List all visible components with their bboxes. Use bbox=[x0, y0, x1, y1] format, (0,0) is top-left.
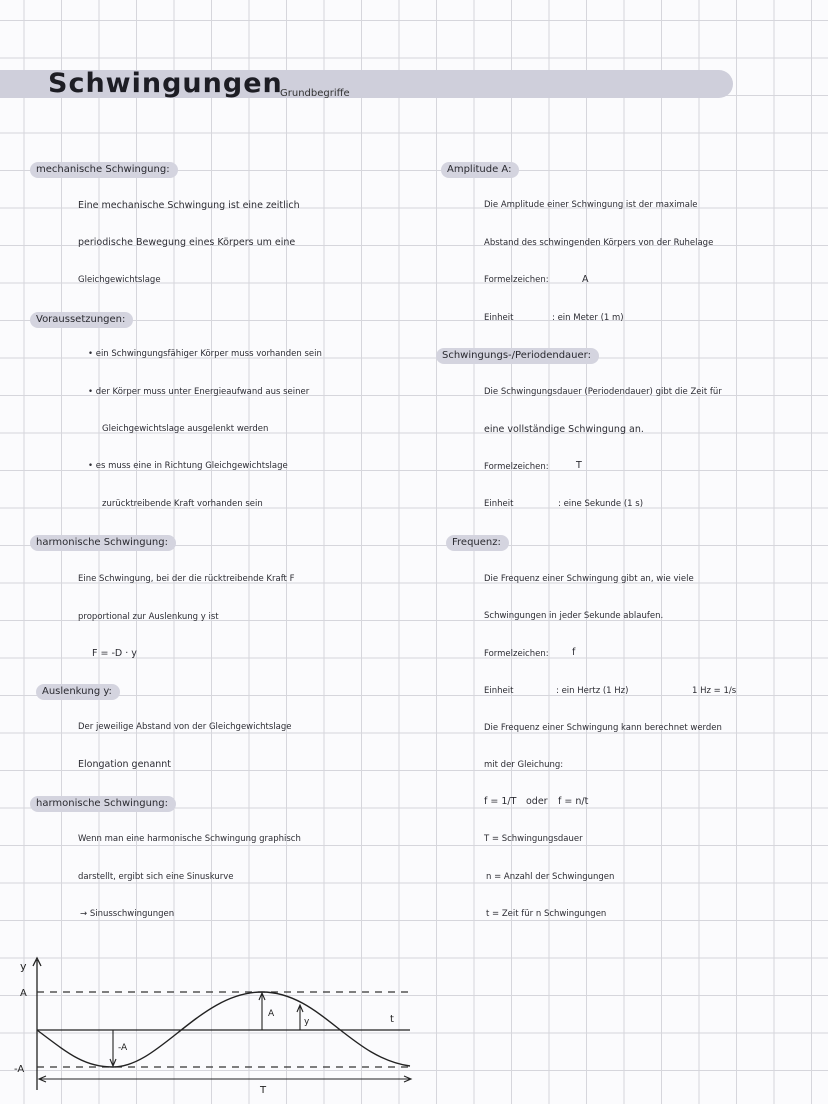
bullet-item: • der Körper muss unter Energieaufwand aus seiner bbox=[88, 387, 310, 397]
graph-t-label: t bbox=[390, 1014, 394, 1025]
formula-or: oder bbox=[526, 796, 548, 807]
text-line: Die Schwingungsdauer (Periodendauer) gibt die Zeit für bbox=[484, 387, 722, 397]
graph-period-label: T bbox=[260, 1085, 267, 1096]
text-line: Elongation genannt bbox=[78, 759, 172, 770]
text-line: Die Frequenz einer Schwingung gibt an, wie viele bbox=[484, 574, 694, 584]
text-line: → Sinusschwingungen bbox=[80, 909, 175, 919]
formula-f-count: f = n/t bbox=[558, 796, 589, 807]
text-line: Die Frequenz einer Schwingung kann berechnet werden bbox=[484, 723, 722, 733]
einheit-label: Einheit bbox=[484, 499, 514, 509]
text-line: Gleichgewichtslage ausgelenkt werden bbox=[102, 424, 269, 434]
einheit-label: Einheit bbox=[484, 686, 514, 696]
text-line: Abstand des schwingenden Körpers von der Ruhelage bbox=[484, 238, 714, 248]
text-line: mit der Gleichung: bbox=[484, 760, 564, 770]
bullet-item: • es muss eine in Richtung Gleichgewichtslage bbox=[88, 461, 288, 471]
page-title: Schwingungen bbox=[48, 68, 283, 99]
einheit-label: Einheit bbox=[484, 313, 514, 323]
heading-harmonische-schwingung: harmonische Schwingung: bbox=[30, 535, 176, 551]
sine-graph bbox=[0, 950, 430, 1100]
definition-line: t = Zeit für n Schwingungen bbox=[486, 909, 607, 919]
formel-value: f bbox=[572, 647, 576, 658]
einheit-value: : eine Sekunde (1 s) bbox=[558, 499, 644, 509]
graph-amp-label: A bbox=[268, 1009, 275, 1019]
formel-label: Formelzeichen: bbox=[484, 462, 549, 472]
text-line: eine vollständige Schwingung an. bbox=[484, 424, 644, 435]
text-line: Eine Schwingung, bei der die rücktreibende Kraft F bbox=[78, 574, 295, 584]
graph-neg-a-label: -A bbox=[14, 1064, 25, 1075]
definition-line: n = Anzahl der Schwingungen bbox=[486, 872, 615, 882]
graph-neg-amp-label: -A bbox=[118, 1043, 128, 1053]
text-line: Der jeweilige Abstand von der Gleichgewichtslage bbox=[78, 722, 292, 732]
text-line: Schwingungen in jeder Sekunde ablaufen. bbox=[484, 611, 664, 621]
formula-f-period: f = 1/T bbox=[484, 796, 517, 807]
hertz-definition: 1 Hz = 1/s bbox=[692, 686, 737, 696]
text-line: Gleichgewichtslage bbox=[78, 275, 161, 285]
text-line: Wenn man eine harmonische Schwingung graphisch bbox=[78, 834, 301, 844]
heading-frequenz: Frequenz: bbox=[446, 535, 509, 551]
einheit-value: : ein Hertz (1 Hz) bbox=[556, 686, 629, 696]
text-line: proportional zur Auslenkung y ist bbox=[78, 612, 219, 622]
heading-amplitude: Amplitude A: bbox=[441, 162, 519, 178]
text-line: Eine mechanische Schwingung ist eine zeitlich bbox=[78, 200, 300, 211]
graph-a-label: A bbox=[20, 988, 27, 999]
heading-harmonische-schwingung-graph: harmonische Schwingung: bbox=[30, 796, 176, 812]
bullet-item: • ein Schwingungsfähiger Körper muss vorhanden sein bbox=[88, 349, 322, 359]
definition-line: T = Schwingungsdauer bbox=[484, 834, 583, 844]
formula-hooke: F = -D · y bbox=[92, 648, 137, 659]
formel-label: Formelzeichen: bbox=[484, 649, 549, 659]
graph-y-marker-label: y bbox=[304, 1017, 310, 1027]
heading-auslenkung: Auslenkung y: bbox=[36, 684, 120, 700]
text-line: periodische Bewegung eines Körpers um eine bbox=[78, 237, 296, 248]
text-line: Die Amplitude einer Schwingung ist der maximale bbox=[484, 200, 698, 210]
heading-mechanische-schwingung: mechanische Schwingung: bbox=[30, 162, 178, 178]
formel-value: T bbox=[576, 460, 582, 471]
page-subtitle: Grundbegriffe bbox=[280, 88, 350, 99]
graph-y-label: y bbox=[20, 960, 27, 973]
text-line: zurücktreibende Kraft vorhanden sein bbox=[102, 499, 263, 509]
formel-value: A bbox=[582, 274, 589, 285]
einheit-value: : ein Meter (1 m) bbox=[552, 313, 624, 323]
text-line: darstellt, ergibt sich eine Sinuskurve bbox=[78, 872, 234, 882]
heading-periodendauer: Schwingungs-/Periodendauer: bbox=[436, 348, 599, 364]
heading-voraussetzungen: Voraussetzungen: bbox=[30, 312, 133, 328]
formel-label: Formelzeichen: bbox=[484, 275, 549, 285]
